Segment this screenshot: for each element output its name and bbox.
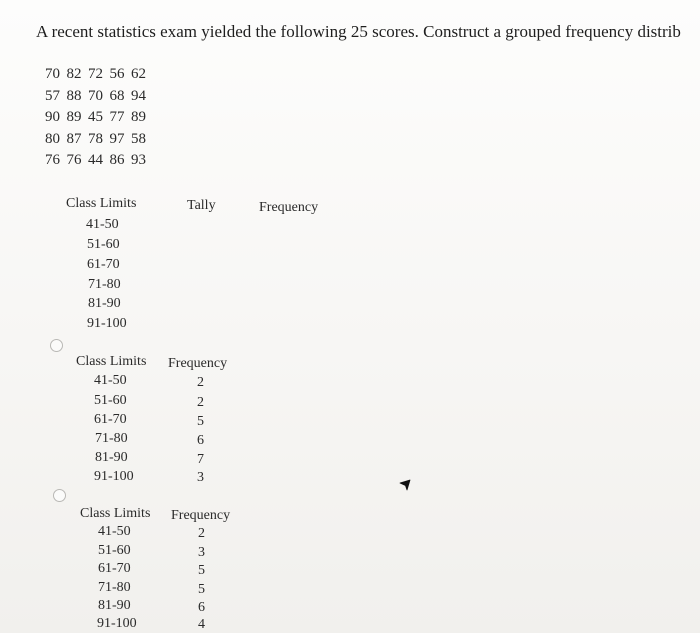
class-limit-cell: 81-90 xyxy=(98,598,131,613)
class-limit-cell: 61-70 xyxy=(98,561,131,576)
scores-row xyxy=(45,86,153,108)
scores-row xyxy=(45,64,153,86)
option-b-radio[interactable] xyxy=(53,489,66,502)
frequency-cell: 5 xyxy=(198,563,205,578)
score-value: 82 xyxy=(66,66,82,82)
class-limit-cell: 61-70 xyxy=(94,412,127,427)
frequency-cell: 5 xyxy=(198,582,205,597)
frequency-cell: 6 xyxy=(198,600,205,615)
score-value: 93 xyxy=(131,152,146,168)
class-limit-cell: 41-50 xyxy=(86,217,119,232)
score-value: 88 xyxy=(66,87,82,104)
header-class-limits: Class Limits xyxy=(80,506,151,521)
header-class-limits: Class Limits xyxy=(66,196,137,211)
score-value: 44 xyxy=(88,152,103,168)
score-value: 56 xyxy=(109,66,125,82)
score-value: 68 xyxy=(109,87,125,104)
question-text: A recent statistics exam yielded the following 25 scores. Construct a grouped frequency distrib xyxy=(36,22,681,41)
class-limit-cell: 91-100 xyxy=(94,469,134,484)
class-limit-cell: 61-70 xyxy=(87,257,120,272)
frequency-cell: 4 xyxy=(198,617,205,632)
class-limit-cell: 71-80 xyxy=(88,277,121,292)
score-value: 87 xyxy=(66,130,82,147)
class-limit-cell: 41-50 xyxy=(94,373,127,388)
score-value: 94 xyxy=(131,87,146,104)
frequency-cell: 2 xyxy=(197,395,204,410)
score-value: 80 xyxy=(45,130,60,147)
class-limit-cell: 51-60 xyxy=(94,393,127,408)
score-value: 70 xyxy=(88,87,103,104)
frequency-cell: 7 xyxy=(197,452,204,467)
scores-row xyxy=(45,150,153,172)
class-limit-cell: 41-50 xyxy=(98,524,131,539)
class-limit-cell: 51-60 xyxy=(87,237,120,252)
class-limit-cell: 81-90 xyxy=(88,296,121,311)
score-value: 78 xyxy=(88,130,103,147)
class-limit-cell: 71-80 xyxy=(95,431,128,446)
score-value: 45 xyxy=(88,109,103,125)
class-limit-cell: 51-60 xyxy=(98,543,131,558)
score-value: 90 xyxy=(45,109,60,125)
option-a-radio[interactable] xyxy=(50,339,63,352)
header-frequency: Frequency xyxy=(171,508,231,523)
header-tally: Tally xyxy=(187,198,216,213)
frequency-cell: 2 xyxy=(197,375,204,390)
header-frequency: Frequency xyxy=(168,356,228,371)
header-frequency: Frequency xyxy=(259,200,319,215)
header-class-limits: Class Limits xyxy=(76,354,147,369)
frequency-cell: 3 xyxy=(197,470,204,485)
scores-row xyxy=(45,107,153,129)
score-value: 77 xyxy=(109,109,125,125)
score-value: 72 xyxy=(88,66,103,82)
score-value: 89 xyxy=(66,109,82,125)
frequency-cell: 5 xyxy=(197,414,204,429)
frequency-cell: 3 xyxy=(198,545,205,560)
scores-list xyxy=(45,64,153,172)
score-value: 62 xyxy=(131,66,146,82)
score-value: 58 xyxy=(131,130,146,147)
score-value: 76 xyxy=(45,152,60,168)
score-value: 57 xyxy=(45,87,60,104)
score-value: 76 xyxy=(66,152,82,168)
score-value: 86 xyxy=(109,152,125,168)
frequency-cell: 2 xyxy=(198,526,205,541)
mouse-pointer-icon xyxy=(398,478,412,492)
scores-row xyxy=(45,129,153,151)
score-value: 97 xyxy=(109,130,125,147)
class-limit-cell: 81-90 xyxy=(95,450,128,465)
class-limit-cell: 71-80 xyxy=(98,580,131,595)
class-limit-cell: 91-100 xyxy=(87,316,127,331)
score-value: 89 xyxy=(131,109,146,125)
frequency-cell: 6 xyxy=(197,433,204,448)
score-value: 70 xyxy=(45,66,60,82)
class-limit-cell: 91-100 xyxy=(97,616,137,631)
